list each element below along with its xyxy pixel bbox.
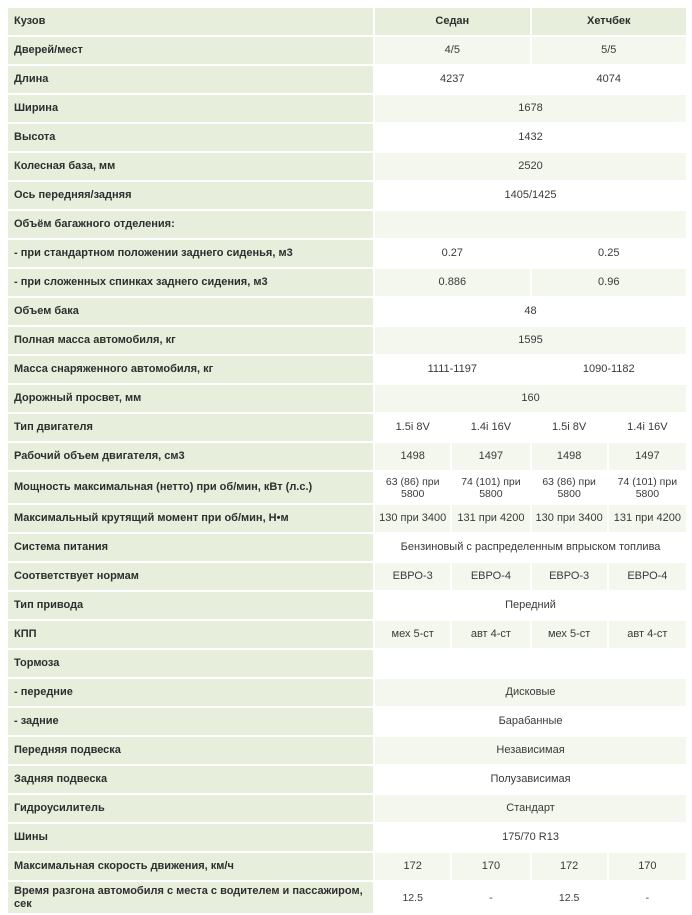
table-row [8, 356, 686, 383]
row-value: Передний [375, 592, 686, 619]
table-row [8, 443, 686, 470]
row-value: 4237 [375, 66, 529, 93]
table-row [8, 853, 686, 880]
table-row [8, 95, 686, 122]
row-value [375, 650, 686, 677]
row-value: ЕВРО-3 [375, 563, 450, 590]
row-value: 1432 [375, 124, 686, 151]
row-label: Ось передняя/задняя [8, 182, 373, 209]
row-label: Максимальный крутящий момент при об/мин, Н•м [8, 505, 373, 532]
table-row [8, 882, 686, 913]
row-label: Мощность максимальная (нетто) при об/мин, кВт (л.с.) [8, 472, 373, 503]
row-label: - при стандартном положении заднего сиденья, м3 [8, 240, 373, 267]
row-value: 170 [452, 853, 529, 880]
row-value: Дисковые [375, 679, 686, 706]
row-label: - передние [8, 679, 373, 706]
row-label: Гидроусилитель [8, 795, 373, 822]
table-row [8, 824, 686, 851]
row-label: Соответствует нормам [8, 563, 373, 590]
row-value: 2520 [375, 153, 686, 180]
row-value: - [452, 882, 529, 913]
table-header-row [8, 8, 686, 35]
table-row [8, 327, 686, 354]
table-row [8, 534, 686, 561]
specifications-table [6, 6, 688, 915]
row-label: Время разгона автомобиля с места с водителем и пассажиром, сек [8, 882, 373, 913]
row-value: мех 5-ст [375, 621, 450, 648]
row-value: 131 при 4200 [452, 505, 529, 532]
row-value: 172 [532, 853, 607, 880]
table-row [8, 766, 686, 793]
row-label: Объем бака [8, 298, 373, 325]
table-row [8, 385, 686, 412]
row-value: Полузависимая [375, 766, 686, 793]
row-value: 1.4i 16V [609, 414, 686, 441]
row-value: 175/70 R13 [375, 824, 686, 851]
table-row [8, 37, 686, 64]
table-row [8, 153, 686, 180]
row-value: 74 (101) при 5800 [452, 472, 529, 503]
table-row [8, 737, 686, 764]
row-label: Дверей/мест [8, 37, 373, 64]
row-value: 1090-1182 [532, 356, 686, 383]
header-body-type-label: Кузов [8, 8, 373, 35]
row-label: Максимальная скорость движения, км/ч [8, 853, 373, 880]
table-row [8, 708, 686, 735]
row-value: ЕВРО-4 [609, 563, 686, 590]
table-row [8, 211, 686, 238]
row-label: Колесная база, мм [8, 153, 373, 180]
table-row [8, 269, 686, 296]
row-value: 172 [375, 853, 450, 880]
row-value: 63 (86) при 5800 [375, 472, 450, 503]
row-label: КПП [8, 621, 373, 648]
row-label: - задние [8, 708, 373, 735]
row-label: Полная масса автомобиля, кг [8, 327, 373, 354]
row-label: Объём багажного отделения: [8, 211, 373, 238]
row-label: - при сложенных спинках заднего сидения, м3 [8, 269, 373, 296]
row-label: Шины [8, 824, 373, 851]
row-value: 1.5i 8V [375, 414, 450, 441]
row-label: Тип привода [8, 592, 373, 619]
table-row [8, 795, 686, 822]
row-value: авт 4-ст [452, 621, 529, 648]
row-value: Барабанные [375, 708, 686, 735]
row-value: 4/5 [375, 37, 529, 64]
row-value: 0.25 [532, 240, 686, 267]
table-row [8, 563, 686, 590]
table-row [8, 621, 686, 648]
row-label: Высота [8, 124, 373, 151]
row-value: 1.4i 16V [452, 414, 529, 441]
row-value: 1497 [452, 443, 529, 470]
row-value: 1405/1425 [375, 182, 686, 209]
table-row [8, 66, 686, 93]
row-value: 63 (86) при 5800 [532, 472, 607, 503]
row-value: 4074 [532, 66, 686, 93]
row-label: Масса снаряженного автомобиля, кг [8, 356, 373, 383]
table-row [8, 472, 686, 503]
row-label: Система питания [8, 534, 373, 561]
table-row [8, 240, 686, 267]
row-value: ЕВРО-4 [452, 563, 529, 590]
row-value: ЕВРО-3 [532, 563, 607, 590]
table-row [8, 650, 686, 677]
row-value: 130 при 3400 [532, 505, 607, 532]
row-value: 74 (101) при 5800 [609, 472, 686, 503]
row-label: Длина [8, 66, 373, 93]
table-row [8, 298, 686, 325]
table-row [8, 182, 686, 209]
row-value: 160 [375, 385, 686, 412]
row-value: 48 [375, 298, 686, 325]
table-row [8, 679, 686, 706]
table-row [8, 505, 686, 532]
row-label: Ширина [8, 95, 373, 122]
row-label: Тормоза [8, 650, 373, 677]
row-label: Рабочий объем двигателя, см3 [8, 443, 373, 470]
row-value: 1.5i 8V [532, 414, 607, 441]
row-value: 12.5 [375, 882, 450, 913]
row-value: 0.27 [375, 240, 529, 267]
row-label: Передняя подвеска [8, 737, 373, 764]
row-value: мех 5-ст [532, 621, 607, 648]
row-value: 0.886 [375, 269, 529, 296]
row-value: 1678 [375, 95, 686, 122]
row-label: Дорожный просвет, мм [8, 385, 373, 412]
row-value: 1498 [532, 443, 607, 470]
row-value: 1111-1197 [375, 356, 529, 383]
row-value: 5/5 [532, 37, 686, 64]
table-row [8, 414, 686, 441]
row-value: - [609, 882, 686, 913]
table-row [8, 592, 686, 619]
row-value: 12.5 [532, 882, 607, 913]
row-value: 1497 [609, 443, 686, 470]
row-value: 1595 [375, 327, 686, 354]
row-value: Бензиновый с распределенным впрыском топлива [375, 534, 686, 561]
header-sedan: Седан [375, 8, 529, 35]
row-value: Независимая [375, 737, 686, 764]
row-value: 130 при 3400 [375, 505, 450, 532]
row-value: Стандарт [375, 795, 686, 822]
row-value: 0.96 [532, 269, 686, 296]
row-value: 131 при 4200 [609, 505, 686, 532]
header-hatchback: Хетчбек [532, 8, 686, 35]
row-label: Задняя подвеска [8, 766, 373, 793]
row-value [375, 211, 686, 238]
row-label: Тип двигателя [8, 414, 373, 441]
row-value: авт 4-ст [609, 621, 686, 648]
row-value: 170 [609, 853, 686, 880]
table-row [8, 124, 686, 151]
row-value: 1498 [375, 443, 450, 470]
